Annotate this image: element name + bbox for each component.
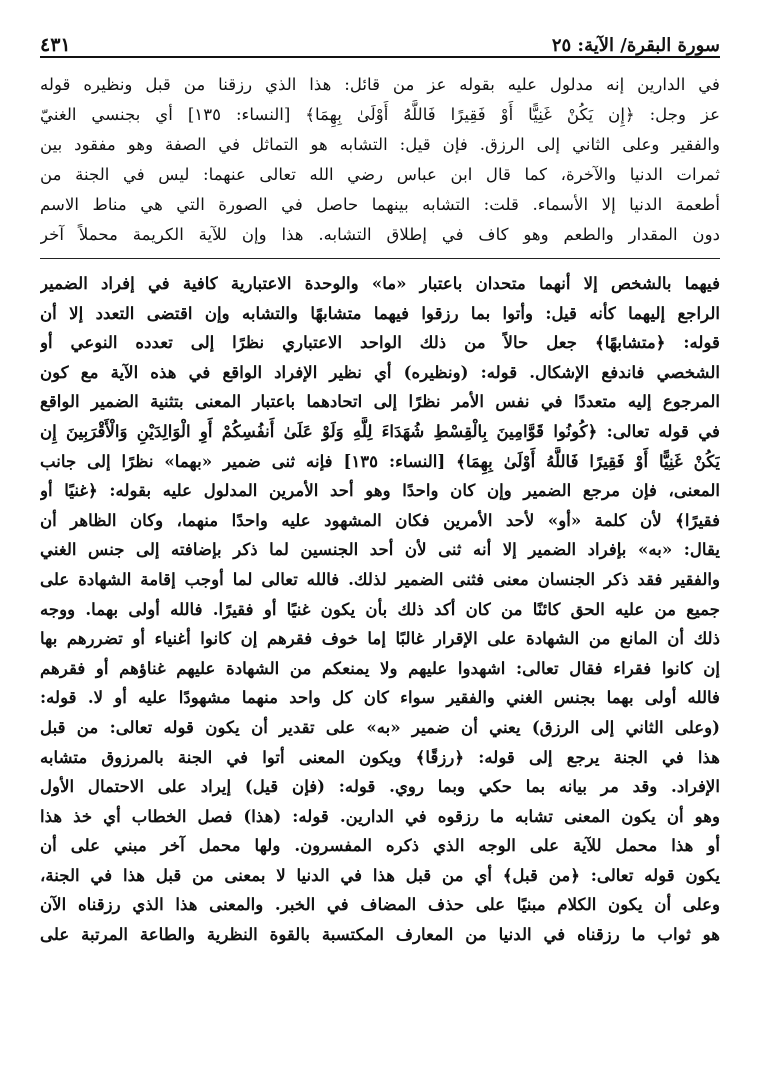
commentary-line: إن كانوا فقراء فقال تعالى: اشهدوا عليهم ولا يمنعكم من الشهادة عليهم غناؤهم أو فقرهم <box>40 657 720 678</box>
commentary-line: يقال: «به» بإفراد الضمير إلا أنه ثنى لأن أحد الجنسين لما ذكر بإضافته إلى جنس الغني <box>40 539 720 560</box>
commentary-line: فقيرًا﴾ لأن كلمة «أو» لأحد الأمرين فكان المشهود عليه واحدًا منهما، وكان الظاهر أن <box>40 509 720 530</box>
commentary-line: قوله: ﴿متشابهًا﴾ جعل حالاً من ذلك الواحد الاعتباري نظرًا إلى تعدده النوعي أو <box>40 332 720 353</box>
commentary-line: الشخصي فاندفع الإشكال. قوله: (ونظيره) أي نظير الإفراد الواقع في هذه الآية مع كون <box>40 361 720 382</box>
commentary-line: المعنى، فإن مرجع الضمير وإن كان واحدًا وهو أحد الأمرين المدلول عليه بقوله: ﴿غنيًا أو <box>40 480 720 501</box>
commentary-line: يَكُنْ غَنِيًّا أَوْ فَقِيرًا فَاللَّهُ أَوْلَىٰ بِهِمَا﴾ [النساء: ١٣٥] فإنه ثنى ضمير «بهما» نظرًا إلى جانب <box>40 450 720 471</box>
main-line: عز وجل: ﴿إِن يَكُنْ غَنِيًّا أَوْ فَقِيرًا فَاللَّهُ أَوْلَىٰ بِهِمَا﴾ [النساء: ١٣٥] أي بجنسي الغنيّ <box>40 105 720 124</box>
commentary-line: وعلى أن يكون الكلام مبنيًا على حذف المضاف في الخبر. والمعنى هذا الذي رزقناه الآن <box>40 894 720 915</box>
main-line: في الدارين إنه مدلول عليه بقوله عز من قائل: هذا الذي رزقنا من قبل ونظيره قوله <box>40 75 720 94</box>
commentary-line: فالله أولى بهما بجنس الغني والفقير سواء كان كل واحد منهما مشهودًا عليه أو لا. قوله: <box>40 687 720 708</box>
commentary-text <box>40 269 720 950</box>
page-number: ٤٣١ <box>40 34 71 56</box>
page-header <box>40 22 720 58</box>
commentary-line: يكون قوله تعالى: ﴿من قبل﴾ أي من قبل هذا في الدنيا لا بمعنى من قبل هذا في الجنة، <box>40 864 720 885</box>
commentary-line: أو هذا محمل للآية على الوجه الذي ذكره المفسرون. ولها محمل آخر مبني على أن <box>40 835 720 856</box>
commentary-line: ذلك أن المانع من الشهادة على الإقرار غالبًا إما خوف فقرهم إن كانوا أغنياء أو تضررهم بها <box>40 628 720 649</box>
book-page <box>40 22 720 1062</box>
main-line: ثمرات الدنيا والآخرة، كما قال ابن عباس رضي الله تعالى عنهما: ليس في الجنة من <box>40 165 720 184</box>
commentary-line: هذا في الجنة يرجع إلى قوله: ﴿رزقًا﴾ ويكون المعنى أتوا في الجنة بالمرزوق متشابه <box>40 746 720 767</box>
main-line: والفقير وعلى الثاني إلى الرزق. فإن قيل: التشابه هو التماثل في الصفة وهو مفقود بين <box>40 135 720 154</box>
commentary-line: المرجوع إليه متعددًا في نفس الأمر نظرًا إلى اتحادهما باعتبار المعنى بتثنية الضمير الواقع <box>40 391 720 412</box>
commentary-line: جميع من عليه الحق كائنًا من كان أكد ذلك بأن يكون غنيًا أو فقيرًا. فالله أولى بهما. ووجه <box>40 598 720 619</box>
main-line: دون المقدار والطعم وهو كاف في إطلاق التشابه. هذا وإن للآية الكريمة محملاً آخر <box>40 225 720 244</box>
footnote-separator <box>40 258 720 259</box>
commentary-line: الإفراد. وقد مر بيانه بما حكي وبما روي. قوله: (فإن قيل) إيراد على الاحتمال الأول <box>40 776 720 797</box>
commentary-line: والفقير فقد ذكر الجنسان معنى فثنى الضمير لذلك. فالله تعالى لما أوجب إقامة الشهادة على <box>40 568 720 589</box>
commentary-line: في قوله تعالى: ﴿كُونُوا قَوَّامِينَ بِالْقِسْطِ شُهَدَاءَ لِلَّهِ وَلَوْ عَلَىٰ أَنفُسِكُمْ أَوِ الْوَالِدَيْنِ وَالْأَقْرَبِينَ إِن <box>40 420 720 441</box>
running-title: سورة البقرة/ الآية: ٢٥ <box>551 35 720 56</box>
commentary-line: هو ثواب ما رزقناه في الدنيا من المعارف المكتسبة بالقوة النظرية والطاعة المرتبة على <box>40 924 720 945</box>
main-line: أطعمة الدنيا إلا الأسماء. قلت: التشابه بينهما حاصل في الصورة التي هي مناط الاسم <box>40 195 720 214</box>
main-text <box>40 70 720 250</box>
commentary-line: الراجع إليهما كأنه قيل: وأتوا بما رزقوا فيهما متشابهًا والتشابه وإن اقتضى التعدد إلا أن <box>40 302 720 323</box>
commentary-line: (وعلى الثاني إلى الرزق) يعني أن ضمير «به» على تقدير أن يكون قوله تعالى: من قبل <box>40 716 720 737</box>
commentary-line: وهو أن يكون المعنى تشابه ما رزقوه في الدارين. قوله: (هذا) فصل الخطاب أي خذ هذا <box>40 805 720 826</box>
commentary-line: فيهما بالشخص إلا أنهما متحدان باعتبار «ما» والوحدة الاعتبارية كافية في إفراد الضمير <box>40 273 720 293</box>
